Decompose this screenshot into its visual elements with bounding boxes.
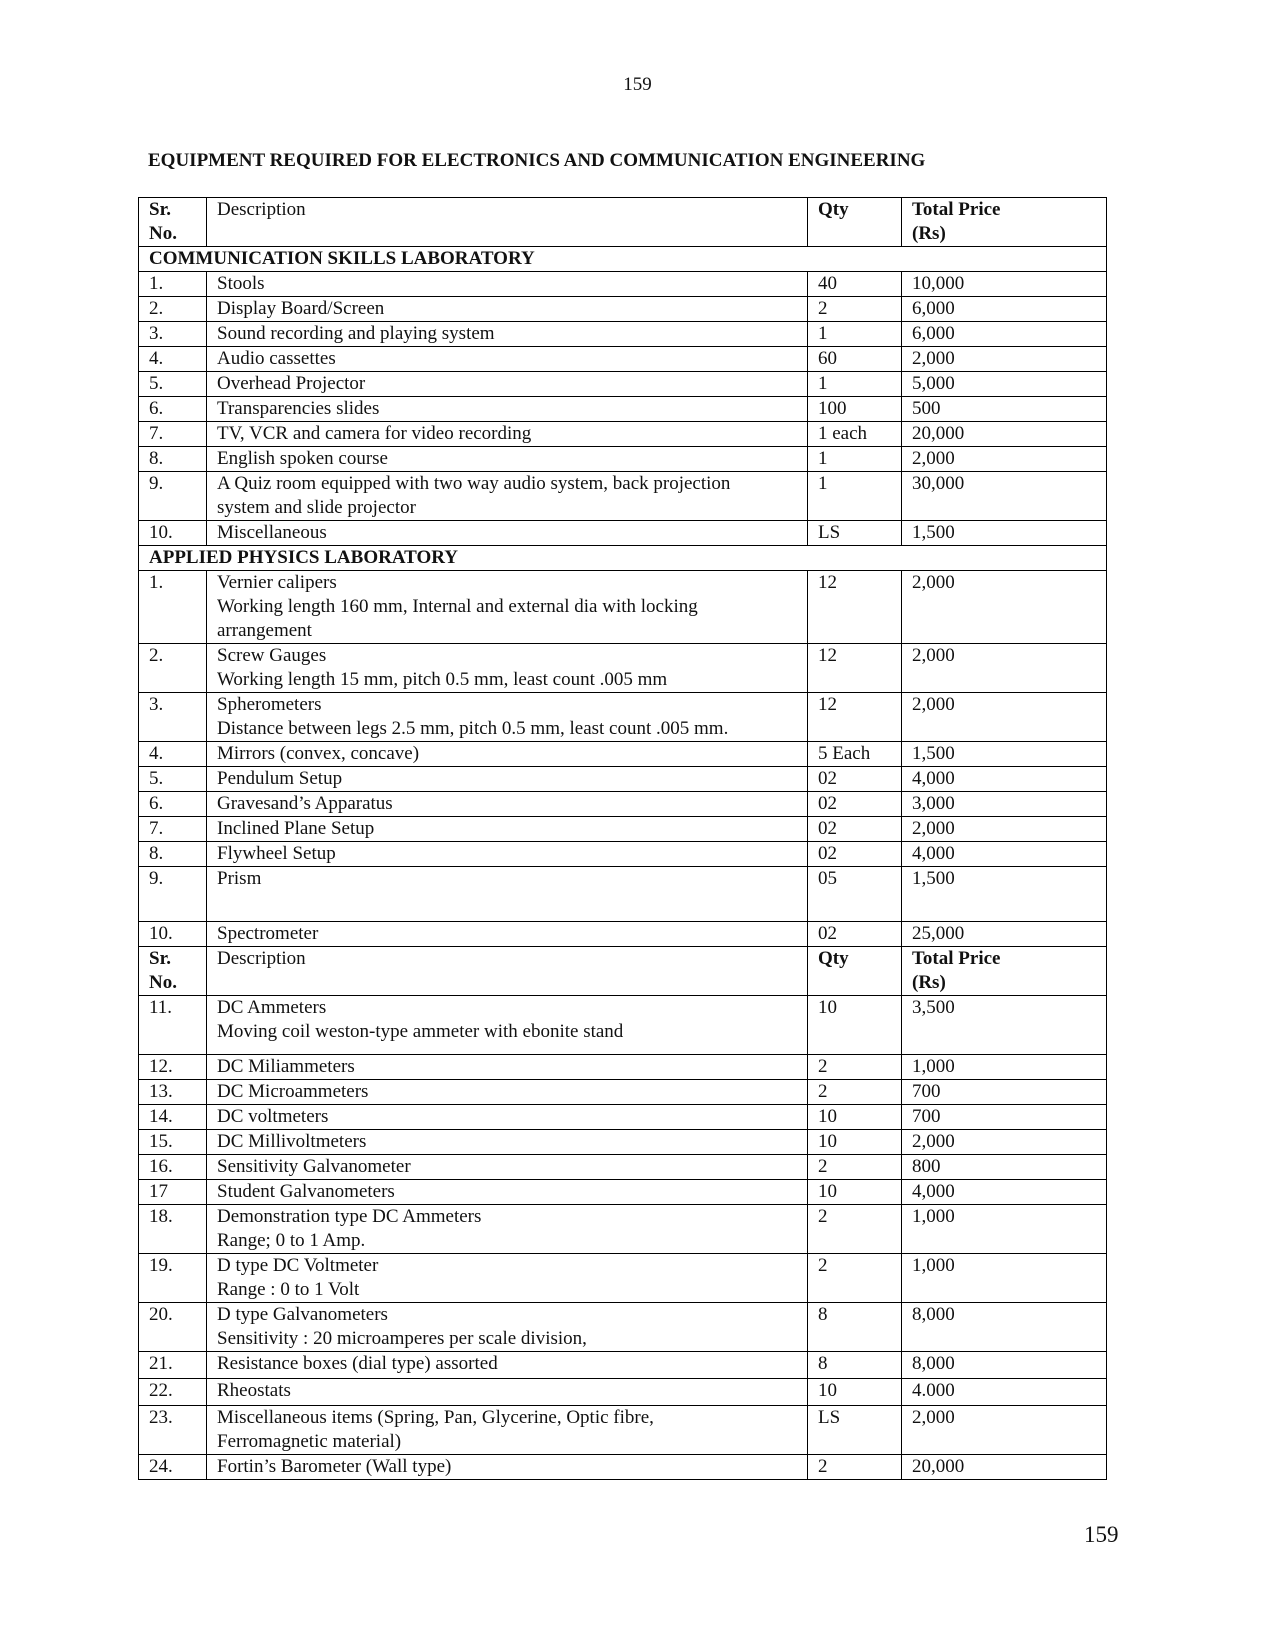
table-row [139, 1254, 1107, 1303]
header-description: Description [207, 947, 808, 996]
cell-total-price: 1,500 [902, 521, 1107, 546]
cell-sr-no: 3. [139, 693, 207, 742]
cell-total-price: 4,000 [902, 1180, 1107, 1205]
cell-sr-no: 10. [139, 922, 207, 947]
cell-description: DC Miliammeters [207, 1055, 808, 1080]
cell-sr-no: 8. [139, 842, 207, 867]
cell-sr-no: 5. [139, 372, 207, 397]
cell-qty: 1 [808, 447, 902, 472]
cell-total-price: 1,000 [902, 1055, 1107, 1080]
table-row [139, 472, 1107, 521]
cell-sr-no: 21. [139, 1352, 207, 1379]
cell-description: Screw Gauges Working length 15 mm, pitch 0.5 mm, least count .005 mm [207, 644, 808, 693]
cell-description: DC voltmeters [207, 1105, 808, 1130]
cell-total-price: 1,000 [902, 1254, 1107, 1303]
table-row [139, 297, 1107, 322]
cell-description: TV, VCR and camera for video recording [207, 422, 808, 447]
cell-sr-no: 6. [139, 397, 207, 422]
table-header-row [139, 947, 1107, 996]
cell-description: A Quiz room equipped with two way audio system, back projection system and slide projector [207, 472, 808, 521]
header-sr-no: Sr. No. [139, 198, 207, 247]
cell-qty: 1 [808, 472, 902, 521]
table-row [139, 1406, 1107, 1455]
cell-qty: 1 [808, 372, 902, 397]
cell-total-price: 500 [902, 397, 1107, 422]
cell-qty: 10 [808, 996, 902, 1055]
cell-total-price: 700 [902, 1105, 1107, 1130]
cell-total-price: 2,000 [902, 644, 1107, 693]
cell-qty: 1 [808, 322, 902, 347]
header-qty: Qty [808, 198, 902, 247]
cell-description: Fortin’s Barometer (Wall type) [207, 1455, 808, 1480]
cell-description: D type DC Voltmeter Range : 0 to 1 Volt [207, 1254, 808, 1303]
table-row [139, 1180, 1107, 1205]
cell-qty: 10 [808, 1180, 902, 1205]
cell-description: DC Ammeters Moving coil weston-type ammeter with ebonite stand [207, 996, 808, 1055]
cell-total-price: 3,000 [902, 792, 1107, 817]
header-total-price: Total Price (Rs) [902, 947, 1107, 996]
cell-description: Resistance boxes (dial type) assorted [207, 1352, 808, 1379]
cell-description: DC Microammeters [207, 1080, 808, 1105]
cell-sr-no: 15. [139, 1130, 207, 1155]
cell-qty: 02 [808, 792, 902, 817]
cell-sr-no: 6. [139, 792, 207, 817]
cell-total-price: 4.000 [902, 1379, 1107, 1406]
table-row [139, 644, 1107, 693]
table-row [139, 272, 1107, 297]
cell-sr-no: 22. [139, 1379, 207, 1406]
table-row [139, 571, 1107, 644]
cell-sr-no: 4. [139, 742, 207, 767]
cell-description: Spectrometer [207, 922, 808, 947]
cell-total-price: 30,000 [902, 472, 1107, 521]
section-heading-row [139, 247, 1107, 272]
cell-total-price: 2,000 [902, 693, 1107, 742]
cell-qty: 2 [808, 1254, 902, 1303]
page-title: EQUIPMENT REQUIRED FOR ELECTRONICS AND COMMUNICATION ENGINEERING [148, 150, 926, 171]
cell-total-price: 1,500 [902, 867, 1107, 922]
table-row [139, 1155, 1107, 1180]
cell-total-price: 5,000 [902, 372, 1107, 397]
header-total-price: Total Price (Rs) [902, 198, 1107, 247]
cell-qty: 12 [808, 644, 902, 693]
table-row [139, 1352, 1107, 1379]
cell-sr-no: 17 [139, 1180, 207, 1205]
cell-qty: 10 [808, 1379, 902, 1406]
cell-qty: 2 [808, 1080, 902, 1105]
cell-description: Prism [207, 867, 808, 922]
cell-total-price: 10,000 [902, 272, 1107, 297]
cell-sr-no: 2. [139, 297, 207, 322]
cell-qty: 02 [808, 842, 902, 867]
table-row [139, 693, 1107, 742]
equipment-table [138, 197, 1107, 1480]
cell-sr-no: 18. [139, 1205, 207, 1254]
cell-total-price: 2,000 [902, 817, 1107, 842]
cell-description: Rheostats [207, 1379, 808, 1406]
cell-sr-no: 14. [139, 1105, 207, 1130]
header-description: Description [207, 198, 808, 247]
cell-qty: 2 [808, 1055, 902, 1080]
cell-qty: 40 [808, 272, 902, 297]
cell-sr-no: 5. [139, 767, 207, 792]
table-row [139, 447, 1107, 472]
cell-sr-no: 19. [139, 1254, 207, 1303]
cell-qty: 02 [808, 767, 902, 792]
table-row [139, 867, 1107, 922]
table-row [139, 742, 1107, 767]
cell-sr-no: 13. [139, 1080, 207, 1105]
page-number-bottom: 159 [1084, 1522, 1119, 1547]
table-row [139, 767, 1107, 792]
cell-qty: 2 [808, 1455, 902, 1480]
cell-sr-no: 9. [139, 472, 207, 521]
table-row [139, 397, 1107, 422]
cell-description: Pendulum Setup [207, 767, 808, 792]
cell-sr-no: 8. [139, 447, 207, 472]
cell-qty: 12 [808, 693, 902, 742]
cell-description: Stools [207, 272, 808, 297]
cell-qty: 2 [808, 1155, 902, 1180]
cell-total-price: 800 [902, 1155, 1107, 1180]
section-heading-row [139, 546, 1107, 571]
table-row [139, 1379, 1107, 1406]
cell-description: Inclined Plane Setup [207, 817, 808, 842]
cell-qty: 10 [808, 1105, 902, 1130]
cell-total-price: 2,000 [902, 1406, 1107, 1455]
cell-total-price: 25,000 [902, 922, 1107, 947]
table-row [139, 1105, 1107, 1130]
cell-description: Demonstration type DC Ammeters Range; 0 to 1 Amp. [207, 1205, 808, 1254]
cell-sr-no: 24. [139, 1455, 207, 1480]
cell-description: Overhead Projector [207, 372, 808, 397]
cell-qty: 05 [808, 867, 902, 922]
table-row [139, 1080, 1107, 1105]
cell-qty: 02 [808, 922, 902, 947]
cell-description: Spherometers Distance between legs 2.5 mm, pitch 0.5 mm, least count .005 mm. [207, 693, 808, 742]
cell-qty: 60 [808, 347, 902, 372]
cell-description: English spoken course [207, 447, 808, 472]
table-row [139, 1205, 1107, 1254]
cell-description: Display Board/Screen [207, 297, 808, 322]
cell-qty: 2 [808, 297, 902, 322]
cell-total-price: 4,000 [902, 767, 1107, 792]
table-row [139, 1303, 1107, 1352]
cell-qty: LS [808, 1406, 902, 1455]
cell-description: Gravesand’s Apparatus [207, 792, 808, 817]
cell-description: Sensitivity Galvanometer [207, 1155, 808, 1180]
cell-description: Audio cassettes [207, 347, 808, 372]
cell-total-price: 2,000 [902, 571, 1107, 644]
cell-description: Transparencies slides [207, 397, 808, 422]
table-row [139, 322, 1107, 347]
cell-description: Flywheel Setup [207, 842, 808, 867]
cell-description: Miscellaneous [207, 521, 808, 546]
page-number-top: 159 [623, 74, 652, 95]
table-row [139, 521, 1107, 546]
table-row [139, 922, 1107, 947]
cell-sr-no: 23. [139, 1406, 207, 1455]
cell-sr-no: 11. [139, 996, 207, 1055]
table-row [139, 1130, 1107, 1155]
table-row [139, 372, 1107, 397]
cell-total-price: 20,000 [902, 422, 1107, 447]
cell-description: Vernier calipers Working length 160 mm, Internal and external dia with locking arrangement [207, 571, 808, 644]
table-row [139, 422, 1107, 447]
cell-total-price: 4,000 [902, 842, 1107, 867]
cell-qty: 2 [808, 1205, 902, 1254]
table-row [139, 1055, 1107, 1080]
cell-description: Miscellaneous items (Spring, Pan, Glycerine, Optic fibre, Ferromagnetic material) [207, 1406, 808, 1455]
cell-total-price: 6,000 [902, 297, 1107, 322]
section-heading: APPLIED PHYSICS LABORATORY [139, 546, 1107, 571]
table-row [139, 1455, 1107, 1480]
cell-sr-no: 1. [139, 571, 207, 644]
cell-description: Student Galvanometers [207, 1180, 808, 1205]
cell-total-price: 2,000 [902, 447, 1107, 472]
cell-sr-no: 4. [139, 347, 207, 372]
table-row [139, 842, 1107, 867]
cell-total-price: 20,000 [902, 1455, 1107, 1480]
cell-total-price: 1,500 [902, 742, 1107, 767]
cell-sr-no: 16. [139, 1155, 207, 1180]
cell-total-price: 3,500 [902, 996, 1107, 1055]
table-row [139, 347, 1107, 372]
cell-qty: 1 each [808, 422, 902, 447]
cell-qty: 02 [808, 817, 902, 842]
cell-qty: 10 [808, 1130, 902, 1155]
header-sr-no: Sr. No. [139, 947, 207, 996]
cell-sr-no: 1. [139, 272, 207, 297]
cell-sr-no: 20. [139, 1303, 207, 1352]
header-qty: Qty [808, 947, 902, 996]
cell-description: DC Millivoltmeters [207, 1130, 808, 1155]
cell-total-price: 1,000 [902, 1205, 1107, 1254]
table-row [139, 996, 1107, 1055]
cell-qty: 100 [808, 397, 902, 422]
cell-sr-no: 2. [139, 644, 207, 693]
cell-total-price: 8,000 [902, 1303, 1107, 1352]
cell-description: D type Galvanometers Sensitivity : 20 microamperes per scale division, [207, 1303, 808, 1352]
cell-total-price: 2,000 [902, 1130, 1107, 1155]
section-heading: COMMUNICATION SKILLS LABORATORY [139, 247, 1107, 272]
cell-total-price: 2,000 [902, 347, 1107, 372]
cell-total-price: 6,000 [902, 322, 1107, 347]
cell-total-price: 700 [902, 1080, 1107, 1105]
cell-qty: 5 Each [808, 742, 902, 767]
cell-sr-no: 7. [139, 817, 207, 842]
cell-sr-no: 3. [139, 322, 207, 347]
table-row [139, 792, 1107, 817]
cell-sr-no: 12. [139, 1055, 207, 1080]
cell-qty: 8 [808, 1352, 902, 1379]
cell-qty: LS [808, 521, 902, 546]
cell-total-price: 8,000 [902, 1352, 1107, 1379]
cell-description: Mirrors (convex, concave) [207, 742, 808, 767]
table-row [139, 817, 1107, 842]
cell-sr-no: 9. [139, 867, 207, 922]
cell-qty: 8 [808, 1303, 902, 1352]
cell-qty: 12 [808, 571, 902, 644]
table-header-row [139, 198, 1107, 247]
cell-description: Sound recording and playing system [207, 322, 808, 347]
cell-sr-no: 7. [139, 422, 207, 447]
cell-sr-no: 10. [139, 521, 207, 546]
